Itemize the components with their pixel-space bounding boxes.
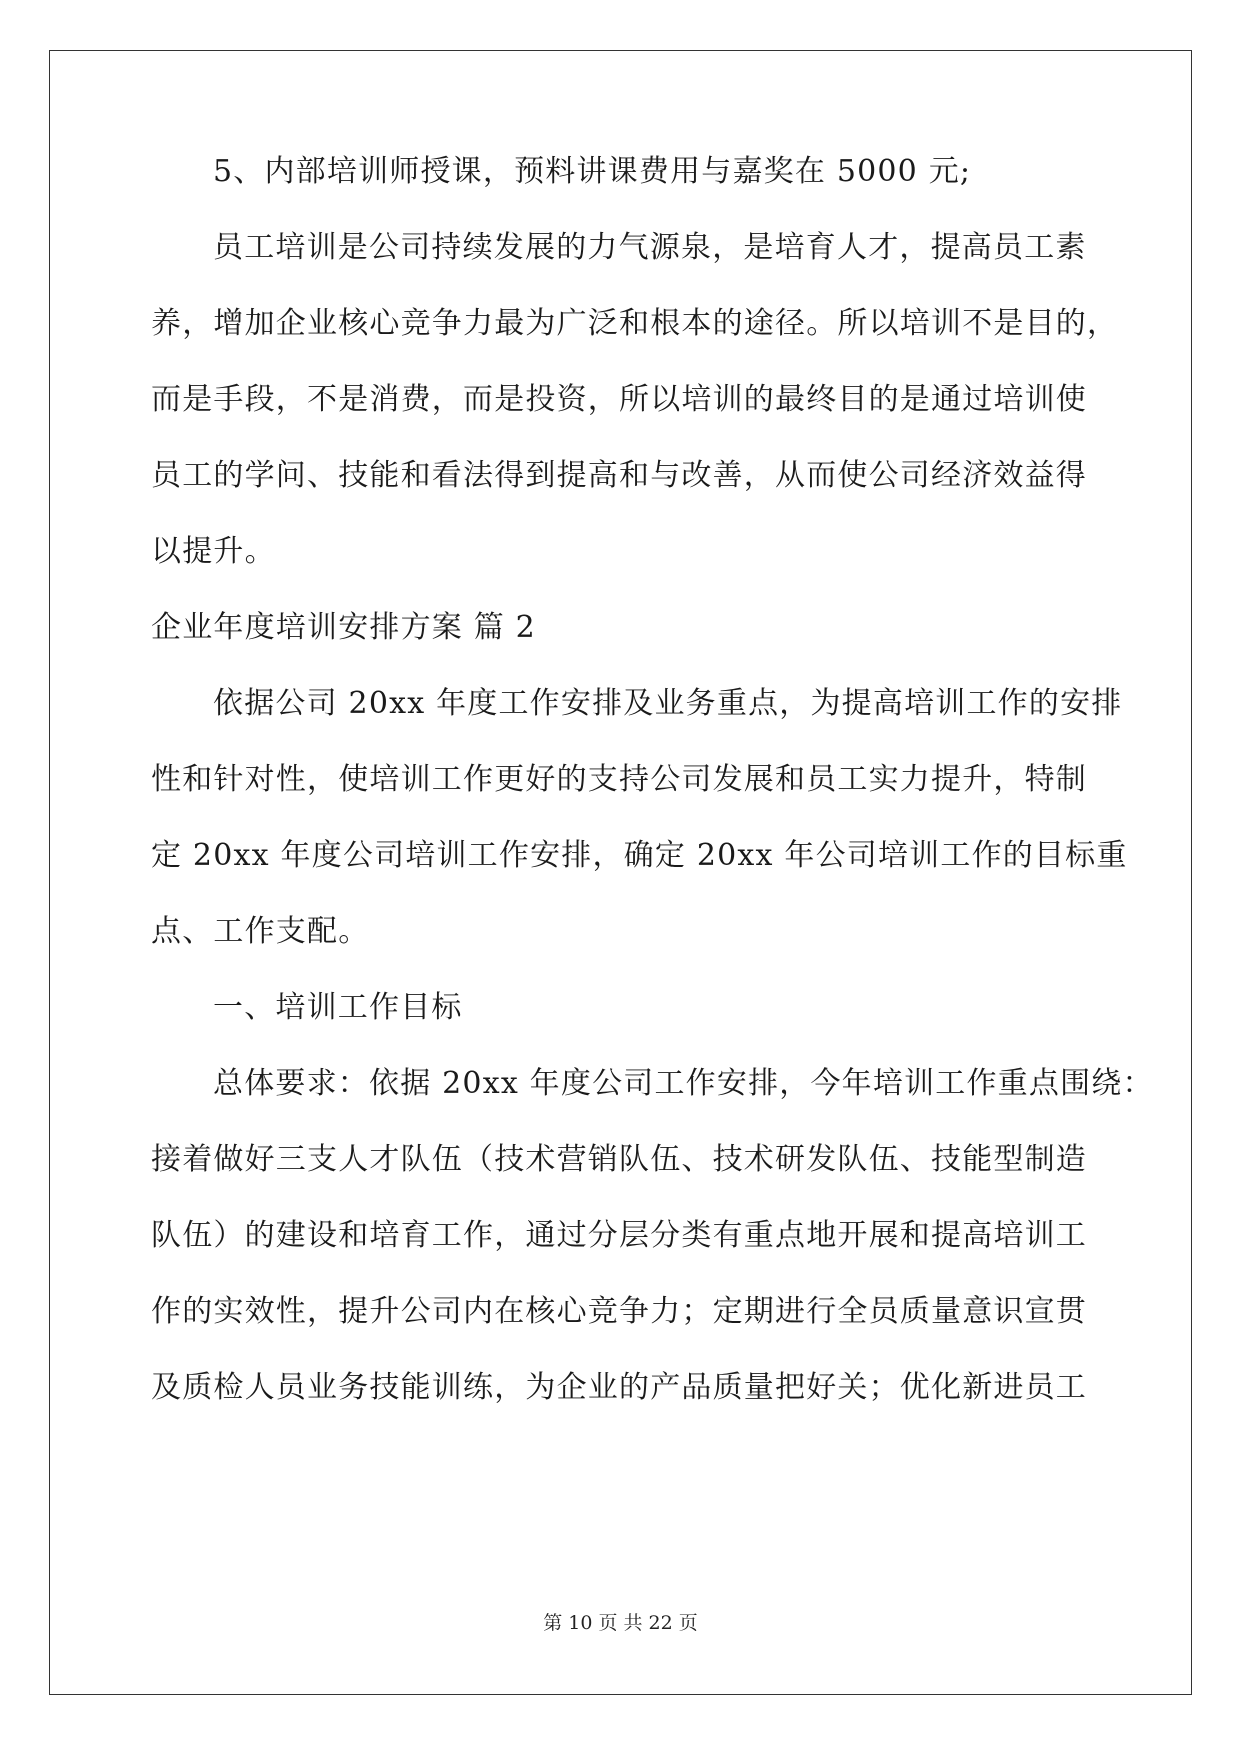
text-line: 总体要求：依据 20xx 年度公司工作安排，今年培训工作重点围绕： [213, 1066, 1154, 1101]
text-line: 队伍）的建设和培育工作，通过分层分类有重点地开展和提高培训工 [151, 1218, 1087, 1253]
text-line: 点、工作支配。 [151, 914, 370, 949]
text-line: 性和针对性，使培训工作更好的支持公司发展和员工实力提升，特制 [151, 762, 1087, 797]
section-heading: 企业年度培训安排方案 篇 2 [151, 610, 536, 645]
page-number-footer: 第 10 页 共 22 页 [543, 1612, 698, 1634]
text-line: 依据公司 20xx 年度工作安排及业务重点，为提高培训工作的安排 [213, 686, 1123, 721]
text-line: 及质检人员业务技能训练，为企业的产品质量把好关；优化新进员工 [151, 1370, 1087, 1405]
text-line: 以提升。 [151, 534, 276, 569]
text-line: 作的实效性，提升公司内在核心竞争力；定期进行全员质量意识宣贯 [151, 1294, 1087, 1329]
text-line: 5、内部培训师授课，预料讲课费用与嘉奖在 5000 元; [213, 154, 972, 189]
text-line: 养，增加企业核心竞争力最为广泛和根本的途径。所以培训不是目的， [151, 306, 1119, 341]
subsection-heading: 一、培训工作目标 [213, 990, 463, 1025]
text-line: 员工培训是公司持续发展的力气源泉，是培育人才，提高员工素 [213, 230, 1087, 265]
text-line: 接着做好三支人才队伍（技术营销队伍、技术研发队伍、技能型制造 [151, 1142, 1087, 1177]
text-line: 而是手段，不是消费，而是投资，所以培训的最终目的是通过培训使 [151, 382, 1087, 417]
text-line: 定 20xx 年度公司培训工作安排，确定 20xx 年公司培训工作的目标重 [151, 838, 1128, 873]
text-line: 员工的学问、技能和看法得到提高和与改善，从而使公司经济效益得 [151, 458, 1087, 493]
